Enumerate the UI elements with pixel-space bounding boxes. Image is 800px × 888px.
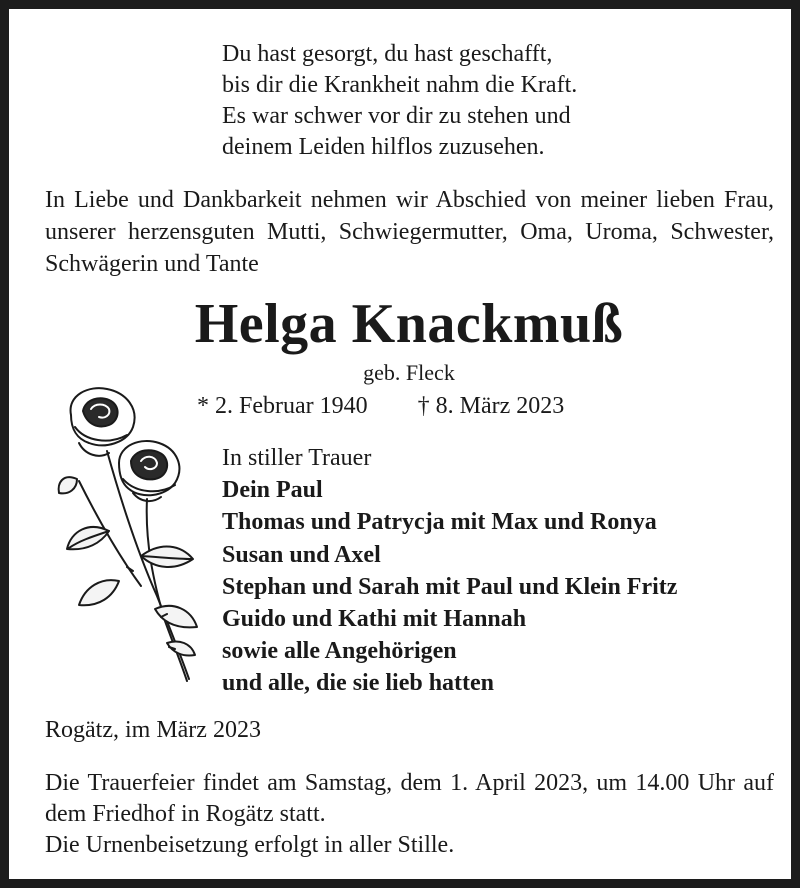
service-info	[45, 768, 774, 861]
poem-line: Es war schwer vor dir zu stehen und	[222, 103, 571, 129]
mourner-entry: Susan und Axel	[222, 541, 381, 568]
service-details: Die Trauerfeier findet am Samstag, dem 1. April 2023, um 14.00 Uhr auf dem Friedhof in Rogätz statt.	[45, 770, 774, 827]
mourner-entry: Thomas und Patrycja mit Max und Ronya	[222, 509, 657, 536]
birth-date: * 2. Februar 1940	[197, 393, 368, 419]
life-dates	[197, 390, 564, 422]
poem-line: deinem Leiden hilflos zuzusehen.	[222, 134, 545, 160]
mourner-entry: Dein Paul	[222, 477, 323, 504]
birth-name: geb. Fleck	[363, 360, 455, 385]
deceased-name: Helga Knackmuß	[194, 293, 624, 355]
place-date: Rogätz, im März 2023	[45, 717, 261, 743]
poem-line: Du hast gesorgt, du hast geschafft,	[222, 41, 553, 67]
intro-text: In Liebe und Dankbarkeit nehmen wir Abschied von meiner lieben Frau, unserer herzensguten Mutti, Schwiegermutter, Oma, Uroma, Schwester, Schwägerin und Tante	[45, 187, 774, 277]
poem-line: bis dir die Krankheit nahm die Kraft.	[222, 72, 578, 98]
roses-icon	[49, 381, 209, 686]
death-date: † 8. März 2023	[417, 393, 565, 419]
mourner-entry: sowie alle Angehörigen	[222, 638, 457, 665]
mourner-entry: Stephan und Sarah mit Paul und Klein Fritz	[222, 573, 678, 600]
poem	[222, 39, 577, 163]
burial-note: Die Urnenbeisetzung erfolgt in aller Stille.	[45, 832, 455, 858]
mourners-list	[222, 442, 677, 700]
mourners-heading: In stiller Trauer	[222, 445, 372, 471]
mourner-entry: und alle, die sie lieb hatten	[222, 670, 495, 697]
mourner-entry: Guido und Kathi mit Hannah	[222, 606, 527, 633]
